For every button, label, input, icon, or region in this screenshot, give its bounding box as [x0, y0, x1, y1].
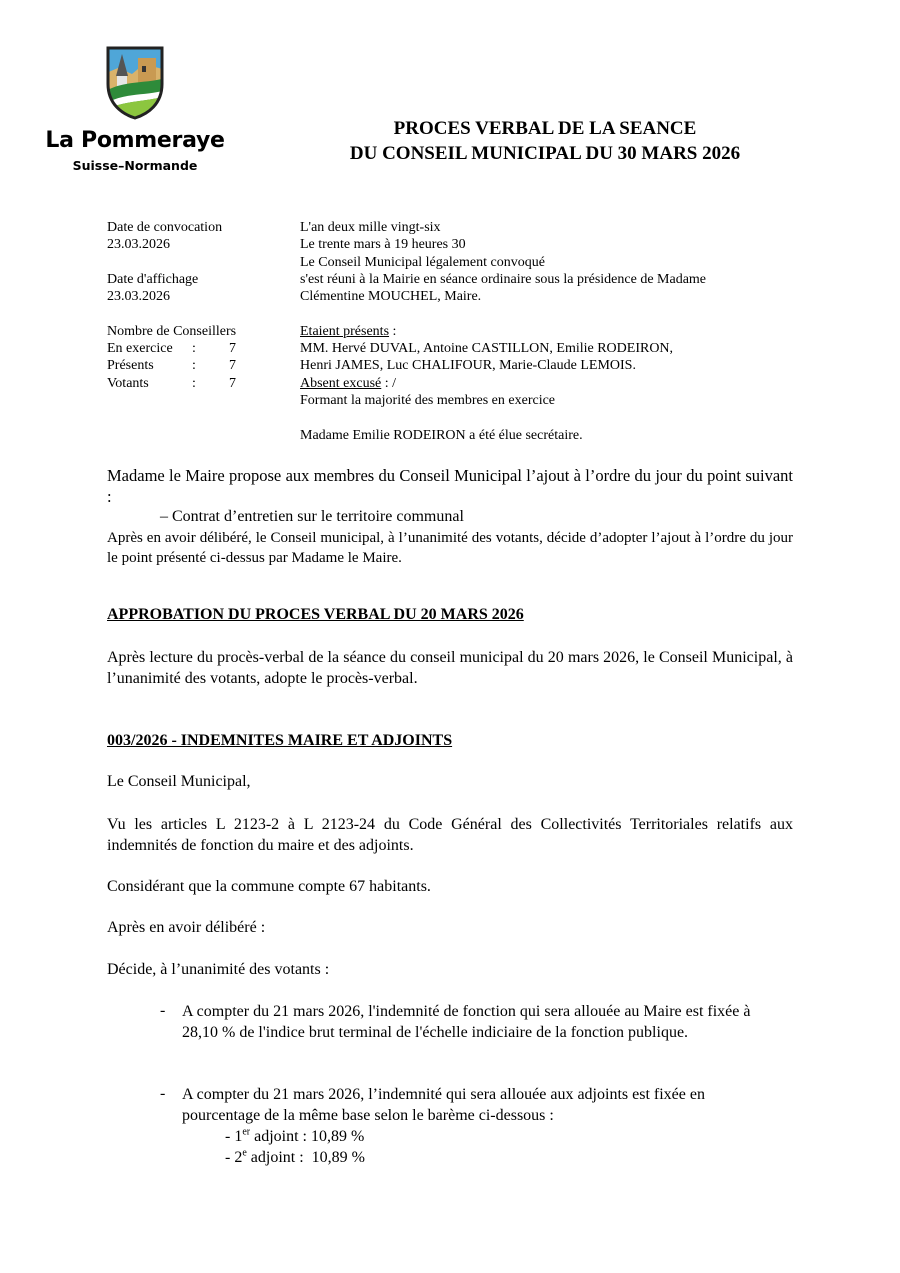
convocation-date: 23.03.2026 — [107, 237, 170, 253]
deliberation-p3: Considérant que la commune compte 67 habitants. — [107, 878, 431, 895]
meta-left-column — [107, 219, 297, 392]
count-value: 7 — [229, 375, 236, 391]
presents-colon: : — [389, 323, 397, 339]
affichage-date: 23.03.2026 — [107, 289, 170, 305]
count-row-presents — [107, 357, 297, 374]
commune-emblem-icon — [104, 44, 166, 120]
count-label: En exercice — [107, 341, 173, 357]
session-line: s'est réuni à la Mairie en séance ordinaire sous la présidence de Madame — [300, 271, 707, 287]
presents-label: Etaient présents — [300, 323, 390, 339]
count-label: Votants — [107, 375, 149, 391]
convocation-label: Date de convocation — [107, 220, 223, 235]
adjoint-ordinal: er — [242, 1126, 251, 1138]
count-label: Présents — [107, 358, 154, 374]
absent-label: Absent excusé — [300, 375, 382, 391]
affichage-label: Date d'affichage — [107, 271, 199, 287]
session-line: Le Conseil Municipal légalement convoqué — [300, 254, 545, 270]
deliberation-p4: Après en avoir délibéré : — [107, 919, 266, 936]
session-line: Clémentine MOUCHEL, Maire. — [300, 289, 482, 305]
bullet-dash: - — [160, 1085, 166, 1102]
adjoint-1-rate — [225, 1127, 364, 1148]
deliberation-p2: Vu les articles L 2123-2 à L 2123-24 du Code Général des Collectivités Territoriales relatifs aux indemnités de fonction du maire et des adjoints. — [107, 816, 793, 854]
deliberation-p5: Décide, à l’unanimité des votants : — [107, 961, 330, 978]
conseillers-label: Nombre de Conseillers — [107, 323, 237, 339]
absent-line — [300, 375, 800, 392]
bullet-adjoints: A compter du 21 mars 2026, l’indemnité qui sera allouée aux adjoints est fixée en pourcentage de la même base selon le barème ci-dessous : — [182, 1086, 705, 1124]
count-value: 7 — [229, 358, 236, 374]
count-colon: : — [192, 341, 196, 357]
logo-name: La Pommeraye — [45, 128, 225, 153]
logo-subtitle: Suisse–Normande — [72, 158, 198, 173]
adjoint-prefix: - 1 — [225, 1128, 243, 1145]
document-title-line-2: DU CONSEIL MUNICIPAL DU 30 MARS 2026 — [349, 143, 741, 164]
adjoint-rate: adjoint : 10,89 % — [250, 1128, 365, 1145]
session-details — [300, 219, 800, 444]
presents-line: Henri JAMES, Luc CHALIFOUR, Marie-Claude LEMOIS. — [300, 358, 636, 374]
agenda-decision: Après en avoir délibéré, le Conseil municipal, à l’unanimité des votants, décide d’adopter l’ajout à l’ordre du jour le point présenté ci-dessus par Madame le Maire. — [107, 530, 793, 566]
count-row-votants — [107, 375, 297, 392]
agenda-intro: Madame le Maire propose aux membres du Conseil Municipal l’ajout à l’ordre du jour du point suivant : — [107, 466, 793, 506]
secretary-line: Madame Emilie RODEIRON a été élue secrétaire. — [300, 427, 583, 443]
session-line: Le trente mars à 19 heures 30 — [300, 237, 466, 253]
count-value: 7 — [229, 341, 236, 357]
adjoint-prefix: - 2 — [225, 1149, 243, 1166]
presents-heading — [300, 323, 800, 340]
adjoint-ordinal: e — [242, 1147, 247, 1159]
session-line: L'an deux mille vingt-six — [300, 220, 441, 235]
count-row-exercice — [107, 340, 297, 357]
deliberation-heading: 003/2026 - INDEMNITES MAIRE ET ADJOINTS — [107, 732, 453, 749]
approval-text: Après lecture du procès-verbal de la séance du conseil municipal du 20 mars 2026, le Conseil Municipal, à l’unanimité des votants, adopte le procès-verbal. — [107, 649, 793, 687]
agenda-item: – Contrat d’entretien sur le territoire communal — [160, 508, 464, 525]
presents-line: MM. Hervé DUVAL, Antoine CASTILLON, Emilie RODEIRON, — [300, 341, 674, 357]
adjoint-2-rate — [225, 1148, 365, 1169]
count-colon: : — [192, 375, 196, 391]
deliberation-p1: Le Conseil Municipal, — [107, 773, 251, 790]
absent-value: : / — [381, 375, 397, 391]
document-title-line-1: PROCES VERBAL DE LA SEANCE — [393, 118, 697, 139]
majority-line: Formant la majorité des membres en exercice — [300, 392, 556, 408]
bullet-dash: - — [160, 1002, 166, 1019]
count-colon: : — [192, 358, 196, 374]
commune-logo — [40, 44, 230, 174]
bullet-maire: A compter du 21 mars 2026, l'indemnité de fonction qui sera allouée au Maire est fixée à 28,10 % de l'indice brut terminal de l'échelle indiciaire de la fonction publique. — [182, 1003, 751, 1041]
approval-heading: APPROBATION DU PROCES VERBAL DU 20 MARS 2026 — [107, 606, 524, 623]
adjoint-rate: adjoint : 10,89 % — [246, 1149, 365, 1166]
